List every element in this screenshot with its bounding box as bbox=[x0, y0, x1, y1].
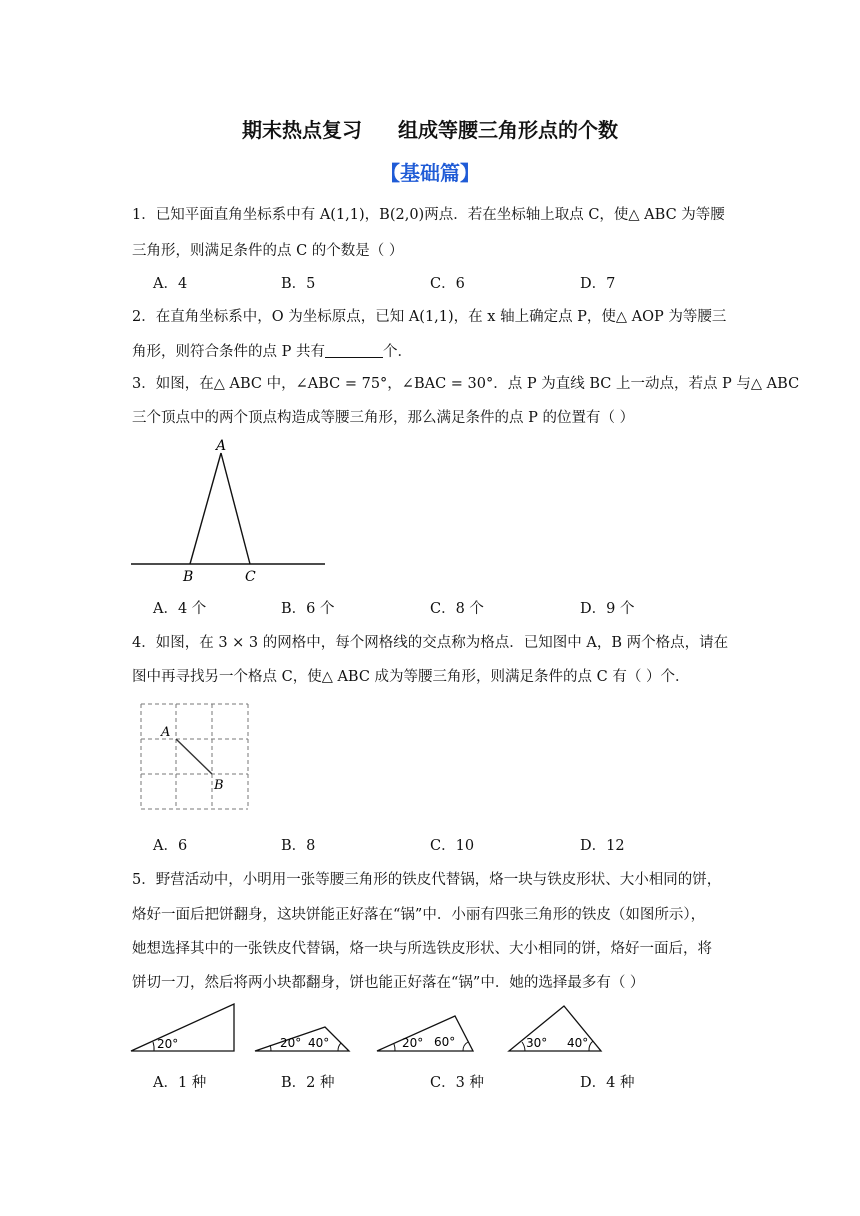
q3-option-b: B．6 个 bbox=[281, 601, 335, 617]
q5-triangle-3 bbox=[374, 1012, 476, 1055]
side-ab bbox=[190, 453, 221, 564]
label-a: A bbox=[161, 725, 171, 740]
label-b: B bbox=[214, 778, 224, 793]
angle-label-1: 20° bbox=[402, 1036, 424, 1050]
angle-label-2: 60° bbox=[434, 1035, 456, 1049]
answer-blank bbox=[325, 343, 383, 358]
q5-option-d: D．4 种 bbox=[580, 1075, 635, 1091]
q4-option-b: B．8 bbox=[281, 838, 316, 854]
side-ac bbox=[221, 453, 250, 564]
q5-line4: 饼切一刀，然后将两小块都翻身，饼也能正好落在“锅”中．她的选择最多有（ ） bbox=[132, 975, 645, 991]
q2-line1: 2．在直角坐标系中，O 为坐标原点，已知 A(1,1)，在 x 轴上确定点 P，使△ AOP 为等腰三 bbox=[132, 309, 727, 325]
q1-option-a: A．4 bbox=[153, 276, 188, 292]
q5-option-b: B．2 种 bbox=[281, 1075, 335, 1091]
angle-label-1: 20° bbox=[280, 1036, 302, 1050]
q3-option-d: D．9 个 bbox=[580, 601, 635, 617]
title-part1: 期末热点复习 bbox=[242, 118, 362, 142]
q4-option-d: D．12 bbox=[580, 838, 625, 854]
label-b: B bbox=[183, 569, 194, 585]
q1-option-b: B．5 bbox=[281, 276, 316, 292]
q4-option-a: A．6 bbox=[153, 838, 188, 854]
q5-triangle-2 bbox=[252, 1024, 352, 1055]
q4-line2: 图中再寻找另一个格点 C，使△ ABC 成为等腰三角形，则满足条件的点 C 有（ ）个． bbox=[132, 669, 690, 685]
section-heading: 【基础篇】 bbox=[380, 161, 480, 185]
angle-label-2: 40° bbox=[308, 1036, 330, 1050]
angle-label-1: 30° bbox=[526, 1036, 548, 1050]
q1-option-c: C．6 bbox=[430, 276, 465, 292]
q3-line1: 3．如图，在△ ABC 中，∠ABC = 75°，∠BAC = 30°．点 P 为直线 BC 上一动点，若点 P 与△ ABC bbox=[132, 376, 800, 392]
q3-option-c: C．8 个 bbox=[430, 601, 484, 617]
q3-line2: 三个顶点中的两个顶点构造成等腰三角形，那么满足条件的点 P 的位置有（ ） bbox=[132, 410, 635, 426]
q5-triangle-4 bbox=[506, 1003, 604, 1055]
segment-ab bbox=[176, 739, 212, 774]
page-title bbox=[0, 114, 860, 143]
q4-option-c: C．10 bbox=[430, 838, 475, 854]
title-part2: 组成等腰三角形点的个数 bbox=[398, 118, 618, 142]
q5-line2: 烙好一面后把饼翻身，这块饼能正好落在“锅”中．小丽有四张三角形的铁皮（如图所示）， bbox=[132, 907, 706, 923]
label-c: C bbox=[245, 569, 256, 585]
q4-grid-figure bbox=[138, 701, 253, 813]
q1-line2: 三角形，则满足条件的点 C 的个数是（ ） bbox=[132, 243, 404, 259]
q1-line1: 1．已知平面直角坐标系中有 A(1,1)，B(2,0)两点．若在坐标轴上取点 C，使△ ABC 为等腰 bbox=[132, 207, 725, 223]
angle-label-2: 40° bbox=[567, 1036, 589, 1050]
q5-option-a: A．1 种 bbox=[153, 1075, 207, 1091]
q2-line2-text: 角形，则符合条件的点 P 共有 bbox=[132, 344, 325, 360]
q1-option-d: D．7 bbox=[580, 276, 616, 292]
q3-option-a: A．4 个 bbox=[153, 601, 207, 617]
q5-line3: 她想选择其中的一张铁皮代替锅，烙一块与所选铁皮形状、大小相同的饼，烙好一面后，将 bbox=[132, 941, 712, 957]
q2-line2-end: 个． bbox=[382, 344, 412, 360]
q5-line1: 5．野营活动中，小明用一张等腰三角形的铁皮代替锅，烙一块与铁皮形状、大小相同的饼， bbox=[132, 872, 722, 888]
q3-triangle-figure bbox=[125, 432, 335, 587]
q5-triangle-1 bbox=[128, 1000, 238, 1055]
q2-line2 bbox=[132, 340, 412, 361]
q4-line1: 4．如图，在 3 × 3 的网格中，每个网格线的交点称为格点．已知图中 A，B 两个格点，请在 bbox=[132, 635, 729, 651]
angle-label: 20° bbox=[157, 1037, 179, 1051]
q5-option-c: C．3 种 bbox=[430, 1075, 484, 1091]
label-a: A bbox=[216, 438, 227, 454]
